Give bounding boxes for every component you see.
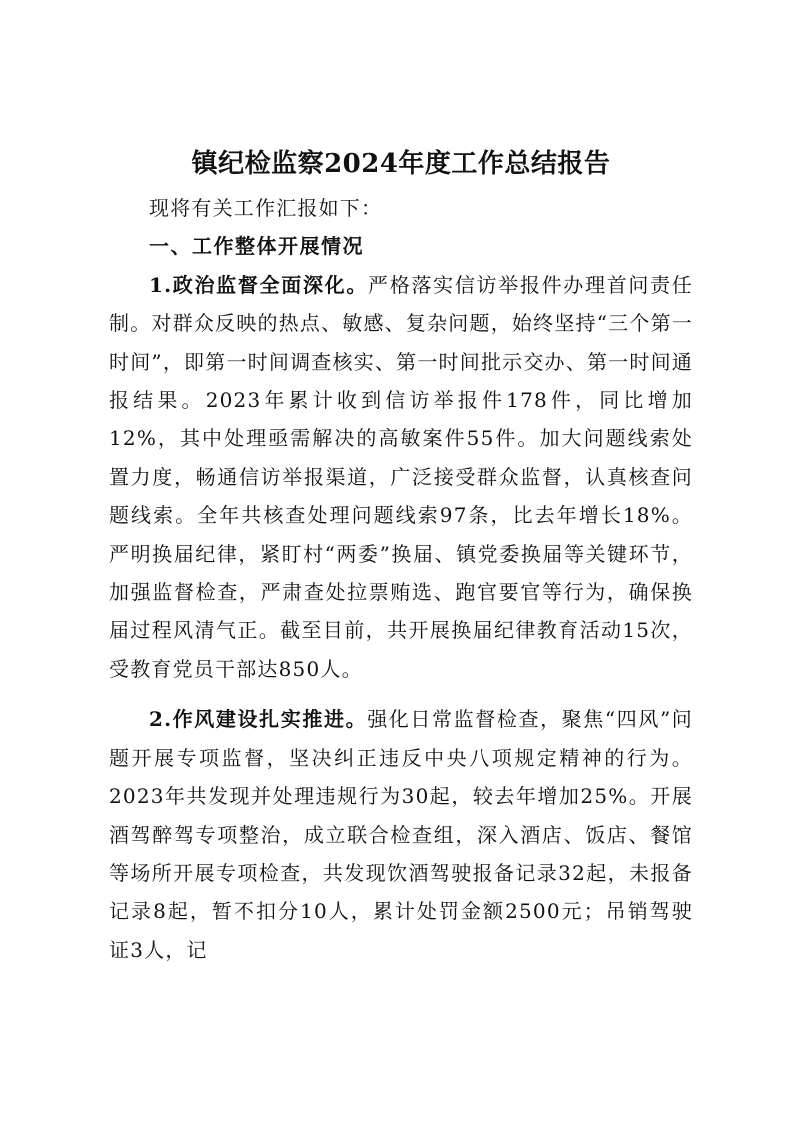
paragraph-gap — [109, 688, 693, 700]
paragraph-2-body: 强化日常监督检查，聚焦“四风”问题开展专项监督，坚决纠正违反中央八项规定精神的行为。2023年共发现并处理违规行为30起，较去年增加25%。开展酒驾醉驾专项整治，成立联合检查组，深入酒店、饭店、餐馆等场所开展专项检查，共发现饮酒驾驶报备记录32起，未报备记录8起，暂不扣分10人，累计处罚金额2500元；吊销驾驶证3人，记 — [109, 707, 693, 962]
document-body — [109, 145, 693, 969]
intro-paragraph: 现将有关工作汇报如下： — [149, 196, 383, 220]
paragraph-1 — [109, 266, 693, 688]
document-title: 镇纪检监察2024年度工作总结报告 — [191, 149, 611, 179]
section-heading: 一、工作整体开展情况 — [149, 234, 364, 259]
paragraph-2-lead: 2.作风建设扎实推进。 — [149, 707, 368, 732]
paragraph-1-body: 严格落实信访举报件办理首问责任制。对群众反映的热点、敏感、复杂问题，始终坚持“三个第一时间”，即第一时间调查核实、第一时间批示交办、第一时间通报结果。2023年累计收到信访举报件178件，同比增加12%，其中处理亟需解决的高敏案件55件。加大问题线索处置力度，畅通信访举报渠道，广泛接受群众监督，认真核查问题线索。全年共核查处理问题线索97条，比去年增长18%。严明换届纪律，紧盯村“两委”换届、镇党委换届等关键环节，加强监督检查，严肃查处拉票贿选、跑官要官等行为，确保换届过程风清气正。截至目前，共开展换届纪律教育活动15次，受教育党员干部达850人。 — [109, 272, 693, 681]
paragraph-1-lead: 1.政治监督全面深化。 — [149, 272, 369, 297]
paragraph-2 — [109, 700, 693, 969]
